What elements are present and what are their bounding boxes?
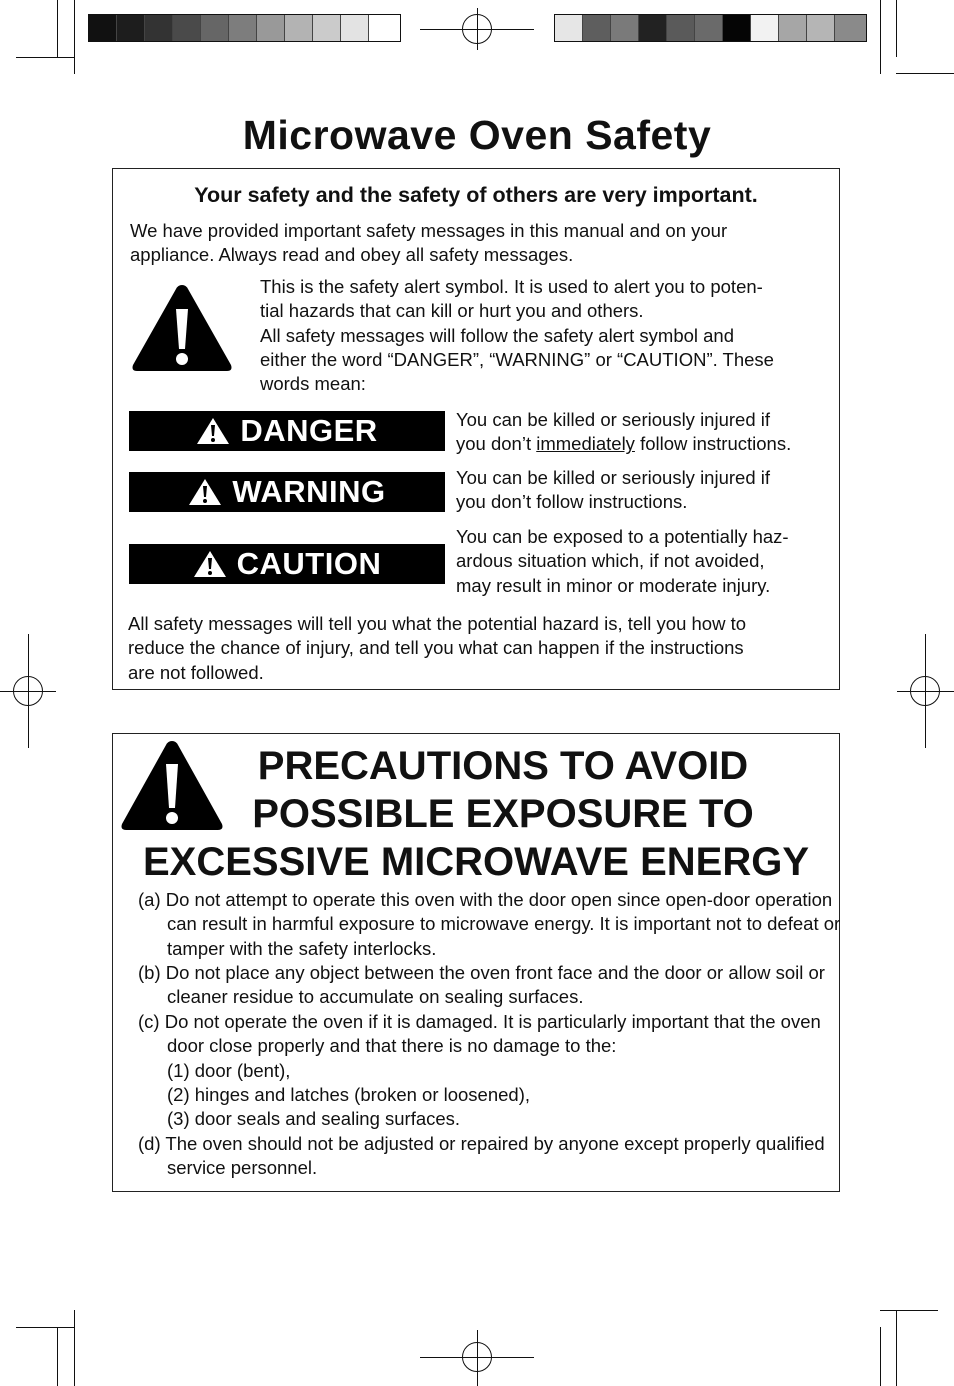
color-calibration-strip-left — [88, 14, 401, 42]
crop-mark — [896, 73, 954, 74]
crop-mark — [896, 1310, 897, 1386]
registration-circle — [13, 676, 43, 706]
small-alert-triangle-icon — [193, 550, 227, 578]
crop-mark — [16, 57, 74, 58]
caution-word: CAUTION — [236, 546, 382, 581]
crop-mark — [74, 1310, 75, 1386]
safety-alert-triangle-icon — [118, 738, 226, 834]
safety-alert-triangle-icon — [129, 281, 235, 375]
registration-circle — [910, 676, 940, 706]
intro-text: We have provided important safety messages in this manual and on your appliance. Always read and obey all safety messages. — [130, 220, 728, 266]
precautions-box — [112, 733, 840, 1192]
registration-circle — [462, 14, 492, 44]
precaution-subitem-3: (3) door seals and sealing surfaces. — [167, 1108, 461, 1129]
precaution-item-d: (d) The oven should not be adjusted or repaired by anyone except properly qualified service personnel. — [138, 1133, 825, 1179]
precautions-title-line3: EXCESSIVE MICROWAVE ENERGY — [142, 840, 810, 884]
crop-mark — [896, 0, 897, 57]
crop-mark — [880, 1327, 881, 1386]
symbol-description: This is the safety alert symbol. It is used to alert you to poten- tial hazards that can kill or hurt you and others. All safety messages will follow the safety alert symbol and either the word “DANGER”, “WARNING” or “CAUTION”. These words mean: — [260, 276, 774, 395]
color-calibration-strip-right — [554, 14, 867, 42]
crop-mark — [16, 1327, 74, 1328]
warning-description: You can be killed or seriously injured if you don’t follow instructions. — [456, 467, 770, 513]
emphasis-immediately: immediately — [536, 433, 635, 455]
precautions-title-line1: PRECAUTIONS TO AVOID — [257, 744, 749, 788]
warning-label — [129, 472, 445, 512]
caution-label — [129, 544, 445, 584]
crop-mark — [57, 0, 58, 57]
registration-circle — [462, 1342, 492, 1372]
danger-word: DANGER — [240, 413, 378, 448]
danger-description: You can be killed or seriously injured if you don’t immediately follow instructions. — [456, 409, 792, 455]
precaution-subitem-2: (2) hinges and latches (broken or loosened), — [167, 1084, 531, 1105]
precaution-subitem-1: (1) door (bent), — [167, 1060, 291, 1081]
precaution-item-b: (b) Do not place any object between the oven front face and the door or allow soil or cleaner residue to accumulate on sealing surfaces. — [138, 962, 825, 1008]
small-alert-triangle-icon — [188, 478, 222, 506]
precaution-item-c: (c) Do not operate the oven if it is damaged. It is particularly important that the oven door close properly and that there is no damage to the: — [138, 1011, 821, 1057]
safety-heading: Your safety and the safety of others are very important. — [194, 183, 758, 207]
caution-description: You can be exposed to a potentially haz- ardous situation which, if not avoided, may result in minor or moderate injury. — [456, 526, 789, 596]
warning-word: WARNING — [232, 474, 386, 509]
precautions-title-line2: POSSIBLE EXPOSURE TO — [252, 792, 754, 836]
closing-text: All safety messages will tell you what the potential hazard is, tell you how to reduce the chance of injury, and tell you what can happen if the instructions are not followed. — [128, 613, 747, 683]
danger-label — [129, 411, 445, 451]
precaution-item-a: (a) Do not attempt to operate this oven with the door open since open-door operation can result in harmful exposure to microwave energy. It is important not to defeat or tamper with the safety interlocks. — [138, 889, 841, 959]
crop-mark — [880, 1310, 938, 1311]
crop-mark — [57, 1327, 58, 1386]
small-alert-triangle-icon — [196, 417, 230, 445]
page-title: Microwave Oven Safety — [242, 112, 712, 158]
crop-mark — [880, 0, 881, 74]
safety-info-box — [112, 168, 840, 690]
crop-mark — [74, 0, 75, 74]
